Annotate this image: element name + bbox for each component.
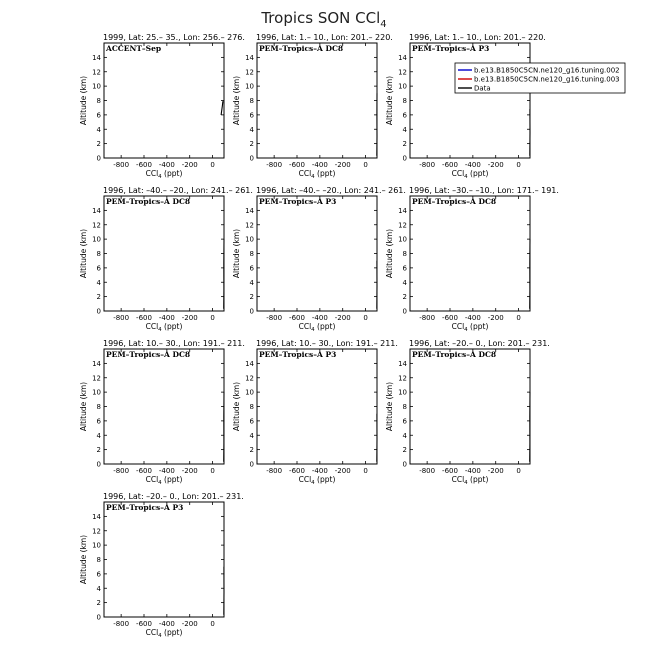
y-tick-label: 10: [398, 388, 407, 397]
y-tick-label: 0: [249, 307, 254, 316]
x-axis-label-subscript: 4: [158, 174, 162, 180]
y-tick-label: 6: [96, 570, 101, 579]
y-tick-label: 2: [96, 293, 101, 302]
x-tick-label: -800: [419, 314, 436, 322]
y-tick-label: 0: [402, 460, 407, 469]
y-tick-label: 12: [92, 221, 101, 230]
y-tick-label: 6: [402, 111, 407, 120]
y-tick-label: 12: [398, 374, 407, 383]
x-axis-label-unit: (ppt): [467, 322, 489, 331]
x-tick-label: 0: [363, 314, 368, 322]
x-tick-label: -200: [181, 620, 198, 628]
y-tick-label: 8: [96, 403, 101, 411]
x-axis-label: [146, 475, 183, 486]
x-axis-label-unit: (ppt): [161, 628, 183, 637]
x-axis-label: [146, 169, 183, 180]
y-axis-label: Altitude (km): [79, 381, 88, 432]
y-tick-label: 4: [402, 125, 407, 134]
x-axis-label-subscript: 4: [311, 480, 315, 486]
x-axis-label-text: CCl: [451, 475, 465, 484]
data-series-line: [221, 101, 223, 115]
x-axis-label-text: CCl: [451, 169, 465, 178]
y-tick-label: 12: [245, 68, 254, 77]
campaign-label: PEM–Tropics–A P3: [259, 197, 337, 206]
y-tick-label: 8: [249, 403, 254, 411]
plot-frame: [104, 349, 224, 464]
y-tick-label: 2: [96, 599, 101, 608]
x-tick-label: -400: [464, 161, 481, 169]
x-tick-label: -600: [442, 161, 458, 169]
x-axis-label-subscript: 4: [464, 174, 468, 180]
plot-frame: [104, 502, 224, 617]
campaign-label: PEM–Tropics–A DC8: [106, 197, 191, 206]
x-axis-label-unit: (ppt): [161, 475, 183, 484]
y-axis-label: Altitude (km): [79, 534, 88, 585]
x-tick-label: -200: [487, 467, 504, 475]
campaign-label: PEM–Tropics–A P3: [106, 503, 184, 512]
y-tick-label: 12: [92, 527, 101, 536]
y-tick-label: 0: [402, 154, 407, 163]
x-tick-label: 0: [210, 314, 215, 322]
x-tick-label: -200: [334, 161, 351, 169]
x-axis-label: [146, 628, 183, 639]
x-tick-label: 0: [516, 467, 521, 475]
campaign-label: PEM–Tropics–A DC8: [412, 197, 497, 206]
y-tick-label: 8: [402, 97, 407, 105]
x-tick-label: -200: [181, 161, 198, 169]
y-tick-label: 10: [245, 388, 254, 397]
y-tick-label: 12: [245, 221, 254, 230]
x-axis-label-text: CCl: [145, 322, 159, 331]
chart-panel-1: [79, 33, 245, 180]
chart-panel-6: [385, 186, 559, 333]
x-tick-label: -400: [158, 161, 175, 169]
chart-panel-2: [232, 33, 393, 180]
y-tick-label: 4: [96, 431, 101, 440]
y-axis-label: Altitude (km): [385, 381, 394, 432]
legend-label: b.e13.B1850C5CN.ne120_g16.tuning.002: [474, 66, 620, 75]
x-axis-label-unit: (ppt): [314, 322, 336, 331]
x-tick-label: -600: [289, 161, 305, 169]
plot-frame: [410, 196, 530, 311]
y-tick-label: 6: [249, 111, 254, 120]
y-tick-label: 6: [249, 417, 254, 426]
y-tick-label: 14: [398, 206, 407, 215]
x-tick-label: 0: [363, 467, 368, 475]
panel-header: 1996, Lat: 1.– 10., Lon: 201.– 220.: [409, 33, 546, 42]
x-tick-label: 0: [363, 161, 368, 169]
y-tick-label: 14: [92, 206, 101, 215]
x-axis-label: [452, 322, 489, 333]
x-tick-label: -600: [136, 467, 152, 475]
y-tick-label: 14: [398, 53, 407, 62]
x-tick-label: -600: [289, 314, 305, 322]
x-axis-label-text: CCl: [145, 475, 159, 484]
y-tick-label: 12: [398, 68, 407, 77]
legend: [455, 63, 625, 93]
y-tick-label: 14: [245, 359, 254, 368]
x-axis-label-unit: (ppt): [161, 322, 183, 331]
x-tick-label: -200: [334, 467, 351, 475]
y-tick-label: 8: [249, 97, 254, 105]
panel-header: 1996, Lat: –20.– 0., Lon: 201.– 231.: [409, 339, 550, 348]
y-tick-label: 10: [245, 235, 254, 244]
y-tick-label: 0: [249, 460, 254, 469]
x-tick-label: -800: [266, 467, 283, 475]
x-axis-label-subscript: 4: [464, 480, 468, 486]
x-axis-label-subscript: 4: [158, 633, 162, 639]
plot-frame: [410, 349, 530, 464]
x-tick-label: -200: [181, 314, 198, 322]
y-axis-label: Altitude (km): [232, 228, 241, 279]
y-tick-label: 4: [249, 278, 254, 287]
x-tick-label: -200: [334, 314, 351, 322]
y-tick-label: 4: [249, 125, 254, 134]
x-tick-label: -400: [158, 314, 175, 322]
x-tick-label: -800: [419, 161, 436, 169]
x-tick-label: -800: [113, 314, 130, 322]
plot-frame: [104, 43, 224, 158]
panel-header: 1996, Lat: 10.– 30., Lon: 191.– 211.: [256, 339, 398, 348]
panel-header: 1996, Lat: 1.– 10., Lon: 201.– 220.: [256, 33, 393, 42]
plot-frame: [257, 196, 377, 311]
x-tick-label: 0: [210, 161, 215, 169]
x-axis-label-unit: (ppt): [161, 169, 183, 178]
campaign-label: PEM–Tropics–A DC8: [259, 44, 344, 53]
campaign-label: PEM–Tropics–A DC8: [412, 350, 497, 359]
x-tick-label: 0: [516, 161, 521, 169]
y-tick-label: 10: [398, 235, 407, 244]
chart-panel-4: [79, 186, 253, 333]
y-tick-label: 12: [92, 374, 101, 383]
y-tick-label: 14: [398, 359, 407, 368]
x-tick-label: -800: [113, 467, 130, 475]
plot-frame: [257, 43, 377, 158]
x-tick-label: 0: [516, 314, 521, 322]
plot-frame: [257, 349, 377, 464]
x-axis-label-unit: (ppt): [467, 169, 489, 178]
y-tick-label: 10: [92, 541, 101, 550]
x-tick-label: -800: [113, 161, 130, 169]
y-tick-label: 12: [245, 374, 254, 383]
y-tick-label: 10: [245, 82, 254, 91]
y-tick-label: 6: [402, 417, 407, 426]
x-axis-label-unit: (ppt): [467, 475, 489, 484]
y-tick-label: 8: [402, 250, 407, 258]
x-tick-label: -600: [442, 467, 458, 475]
y-tick-label: 2: [402, 446, 407, 455]
y-tick-label: 14: [92, 512, 101, 521]
x-axis-label-subscript: 4: [311, 174, 315, 180]
x-tick-label: -600: [289, 467, 305, 475]
y-tick-label: 6: [402, 264, 407, 273]
y-tick-label: 14: [245, 206, 254, 215]
figure-title: Tropics SON CCl$_4$: [261, 9, 387, 30]
y-axis-label: Altitude (km): [385, 228, 394, 279]
y-tick-label: 2: [249, 293, 254, 302]
x-axis-label-text: CCl: [298, 322, 312, 331]
chart-panel-5: [232, 186, 406, 333]
y-tick-label: 10: [92, 82, 101, 91]
y-tick-label: 6: [96, 417, 101, 426]
panel-grid: [79, 33, 625, 639]
x-tick-label: -200: [487, 314, 504, 322]
x-tick-label: -600: [442, 314, 458, 322]
x-axis-label-unit: (ppt): [314, 475, 336, 484]
y-tick-label: 0: [96, 307, 101, 316]
y-tick-label: 10: [92, 388, 101, 397]
y-tick-label: 6: [96, 264, 101, 273]
y-tick-label: 2: [402, 293, 407, 302]
y-axis-label: Altitude (km): [232, 75, 241, 126]
x-tick-label: -800: [113, 620, 130, 628]
chart-panel-9: [385, 339, 550, 486]
y-tick-label: 14: [245, 53, 254, 62]
chart-panel-10: [79, 492, 244, 639]
y-tick-label: 0: [96, 613, 101, 622]
y-tick-label: 8: [402, 403, 407, 411]
x-tick-label: -200: [181, 467, 198, 475]
x-tick-label: -600: [136, 314, 152, 322]
x-axis-label: [452, 169, 489, 180]
y-tick-label: 14: [92, 359, 101, 368]
x-tick-label: -200: [487, 161, 504, 169]
y-tick-label: 4: [96, 125, 101, 134]
x-axis-label-subscript: 4: [311, 327, 315, 333]
campaign-label: PEM–Tropics–A DC8: [106, 350, 191, 359]
y-axis-label: Altitude (km): [232, 381, 241, 432]
x-tick-label: -800: [266, 161, 283, 169]
x-tick-label: -600: [136, 161, 152, 169]
plot-frame: [104, 196, 224, 311]
panel-header: 1996, Lat: –40.– –20., Lon: 241.– 261.: [103, 186, 253, 195]
y-tick-label: 8: [249, 250, 254, 258]
y-tick-label: 12: [92, 68, 101, 77]
x-axis-label-text: CCl: [145, 628, 159, 637]
x-axis-label-subscript: 4: [464, 327, 468, 333]
y-tick-label: 2: [402, 140, 407, 149]
y-tick-label: 6: [249, 264, 254, 273]
chart-panel-7: [79, 339, 245, 486]
y-tick-label: 6: [96, 111, 101, 120]
panel-header: 1996, Lat: –30.– –10., Lon: 171.– 191.: [409, 186, 559, 195]
y-tick-label: 2: [249, 446, 254, 455]
y-tick-label: 0: [402, 307, 407, 316]
y-tick-label: 4: [96, 278, 101, 287]
x-tick-label: -600: [136, 620, 152, 628]
x-tick-label: -400: [158, 467, 175, 475]
x-tick-label: -400: [464, 467, 481, 475]
y-tick-label: 12: [398, 221, 407, 230]
legend-label: Data: [474, 84, 491, 93]
panel-header: 1996, Lat: –20.– 0., Lon: 201.– 231.: [103, 492, 244, 501]
panel-header: 1999, Lat: 25.– 35., Lon: 256.– 276.: [103, 33, 245, 42]
y-tick-label: 4: [249, 431, 254, 440]
plot-frame: [410, 43, 530, 158]
legend-label: b.e13.B1850C5CN.ne120_g16.tuning.003: [474, 75, 620, 84]
x-axis-label-subscript: 4: [158, 480, 162, 486]
campaign-label: PEM–Tropics–A P3: [412, 44, 490, 53]
x-axis-label-text: CCl: [145, 169, 159, 178]
x-axis-label: [452, 475, 489, 486]
x-axis-label: [299, 475, 336, 486]
campaign-label: ACCENT–Sep: [106, 44, 162, 53]
chart-panel-8: [232, 339, 398, 486]
y-tick-label: 14: [92, 53, 101, 62]
y-tick-label: 8: [96, 250, 101, 258]
y-axis-label: Altitude (km): [79, 75, 88, 126]
y-tick-label: 0: [96, 154, 101, 163]
chart-panel-3: [385, 33, 546, 180]
y-axis-label: Altitude (km): [385, 75, 394, 126]
y-tick-label: 4: [402, 431, 407, 440]
y-tick-label: 4: [402, 278, 407, 287]
x-tick-label: -400: [158, 620, 175, 628]
x-axis-label: [146, 322, 183, 333]
x-tick-label: 0: [210, 620, 215, 628]
x-tick-label: -400: [311, 314, 328, 322]
x-axis-label-subscript: 4: [158, 327, 162, 333]
x-tick-label: 0: [210, 467, 215, 475]
y-tick-label: 4: [96, 584, 101, 593]
y-tick-label: 8: [96, 97, 101, 105]
x-axis-label-unit: (ppt): [314, 169, 336, 178]
y-tick-label: 10: [398, 82, 407, 91]
y-tick-label: 0: [96, 460, 101, 469]
x-tick-label: -400: [311, 161, 328, 169]
x-tick-label: -400: [464, 314, 481, 322]
x-axis-label-text: CCl: [298, 475, 312, 484]
y-tick-label: 0: [249, 154, 254, 163]
x-axis-label-text: CCl: [298, 169, 312, 178]
x-axis-label: [299, 169, 336, 180]
campaign-label: PEM–Tropics–A P3: [259, 350, 337, 359]
y-axis-label: Altitude (km): [79, 228, 88, 279]
panel-header: 1996, Lat: –40.– –20., Lon: 241.– 261.: [256, 186, 406, 195]
y-tick-label: 2: [96, 446, 101, 455]
x-tick-label: -800: [266, 314, 283, 322]
x-tick-label: -800: [419, 467, 436, 475]
x-axis-label-text: CCl: [451, 322, 465, 331]
y-tick-label: 2: [249, 140, 254, 149]
x-tick-label: -400: [311, 467, 328, 475]
x-axis-label: [299, 322, 336, 333]
y-tick-label: 8: [96, 556, 101, 564]
y-tick-label: 10: [92, 235, 101, 244]
y-tick-label: 2: [96, 140, 101, 149]
panel-header: 1996, Lat: 10.– 30., Lon: 191.– 211.: [103, 339, 245, 348]
